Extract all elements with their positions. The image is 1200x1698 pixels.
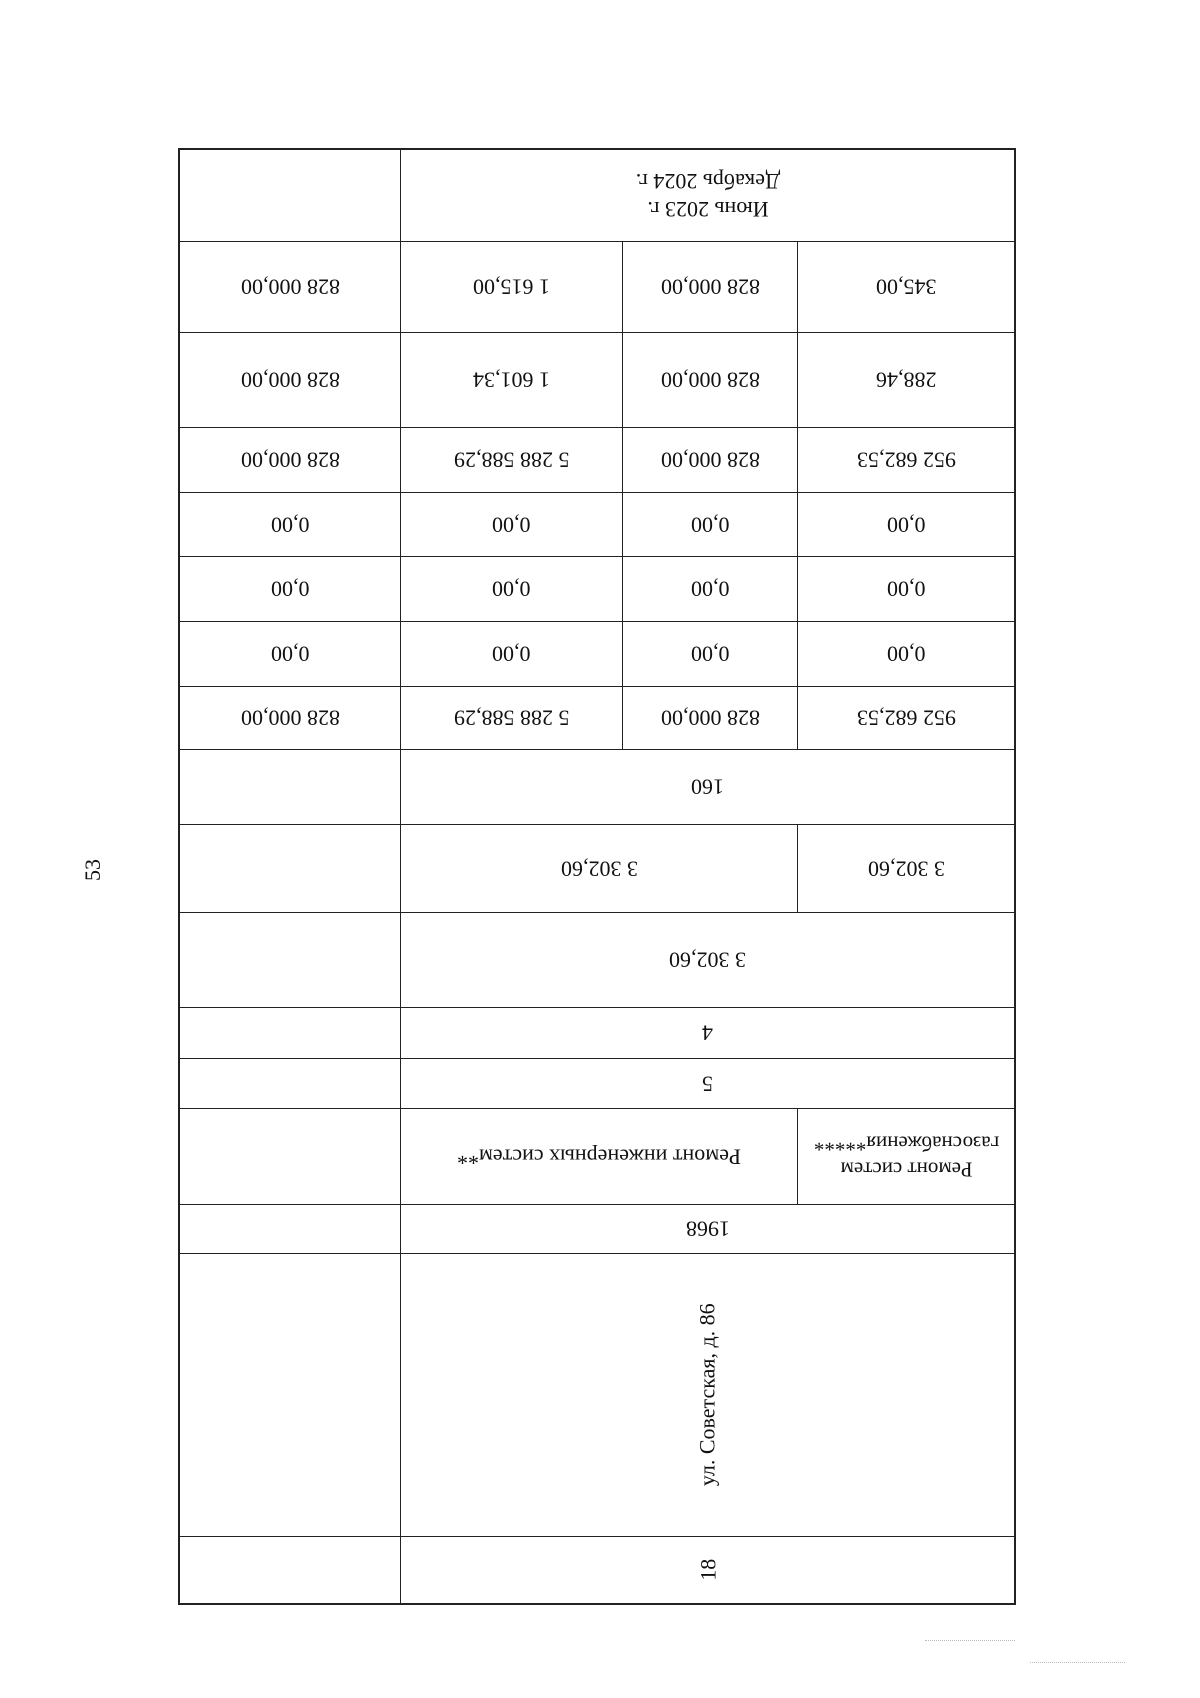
table-cell — [180, 1254, 401, 1536]
table-row-period — [180, 150, 1014, 242]
table-cell: 828 000,00 — [180, 333, 401, 427]
table-cell: 952 682,53 — [856, 705, 956, 731]
table-cell: 3 302,60 — [401, 825, 798, 912]
table-cell — [180, 150, 401, 241]
table-cell: 828 000,00 — [180, 687, 401, 749]
table-cell-work-type: Ремонт инженерных систем** — [401, 1109, 798, 1204]
table-row — [180, 242, 1014, 333]
table-cell-work-type: Ремонт систем газоснабжения***** — [813, 1131, 999, 1182]
table-cell: 828 000,00 — [180, 242, 401, 332]
table-row — [180, 428, 1014, 493]
table-cell: 0,00 — [180, 622, 401, 686]
table-row-work-type — [180, 1109, 1014, 1205]
table-cell — [180, 913, 401, 1007]
table-cell: 3 302,60 — [669, 947, 746, 973]
table-cell: 1 601,34 — [401, 333, 623, 427]
table-cell: 3 302,60 — [867, 856, 945, 882]
table-row — [180, 1059, 1014, 1109]
table-cell: 345,00 — [875, 274, 937, 300]
table-cell — [180, 1205, 401, 1253]
table-cell: 828 000,00 — [623, 687, 798, 749]
table-row-year — [180, 1205, 1014, 1254]
address-program-table — [178, 148, 1016, 1605]
table-cell: 5 288 588,29 — [401, 687, 623, 749]
table-cell — [180, 1109, 401, 1204]
table-cell: 952 682,53 — [856, 447, 956, 473]
table-cell — [180, 750, 401, 824]
table-cell: 828 000,00 — [623, 333, 798, 427]
table-cell: 0,00 — [401, 622, 623, 686]
table-cell: 828 000,00 — [623, 428, 798, 492]
table-cell: 0,00 — [886, 576, 926, 602]
table-cell: 5 288 588,29 — [401, 428, 623, 492]
table-cell — [180, 1008, 401, 1058]
table-row — [180, 825, 1014, 913]
scan-artifact — [925, 1640, 1015, 1641]
table-row — [180, 750, 1014, 825]
table-cell — [180, 825, 401, 912]
table-cell: 0,00 — [886, 641, 926, 667]
table-cell-year: 1968 — [685, 1216, 730, 1242]
table-cell-address: ул. Советская, д. 86 — [694, 1303, 720, 1487]
table-cell-number: 18 — [694, 1559, 720, 1581]
table-row-number — [180, 1537, 1014, 1603]
table-row — [180, 333, 1014, 428]
table-row — [180, 687, 1014, 750]
table-cell: 288,46 — [875, 367, 937, 393]
scan-artifact — [1030, 1662, 1125, 1663]
table-row — [180, 557, 1014, 622]
page-number: 53 — [80, 859, 105, 881]
table-cell: 0,00 — [623, 493, 798, 556]
table-cell: 1 615,00 — [401, 242, 623, 332]
table-cell — [180, 1059, 401, 1108]
table-cell: 828 000,00 — [623, 242, 798, 332]
table-cell: 0,00 — [401, 493, 623, 556]
table-cell: 0,00 — [623, 622, 798, 686]
table-cell: 160 — [691, 774, 724, 800]
table-row — [180, 913, 1014, 1008]
table-cell: 0,00 — [180, 557, 401, 621]
table-row-address — [180, 1254, 1014, 1537]
table-cell-period: Июнь 2023 г. Декабрь 2024 г. — [635, 169, 780, 222]
table-cell: 4 — [702, 1020, 713, 1046]
table-cell: 0,00 — [886, 512, 926, 538]
table-row — [180, 493, 1014, 557]
table-cell: 0,00 — [401, 557, 623, 621]
table-row — [180, 1008, 1014, 1059]
table-row — [180, 622, 1014, 687]
table-cell: 0,00 — [180, 493, 401, 556]
table-cell: 5 — [702, 1071, 713, 1097]
table-cell — [180, 1537, 401, 1603]
table-cell: 828 000,00 — [180, 428, 401, 492]
table-cell: 0,00 — [623, 557, 798, 621]
